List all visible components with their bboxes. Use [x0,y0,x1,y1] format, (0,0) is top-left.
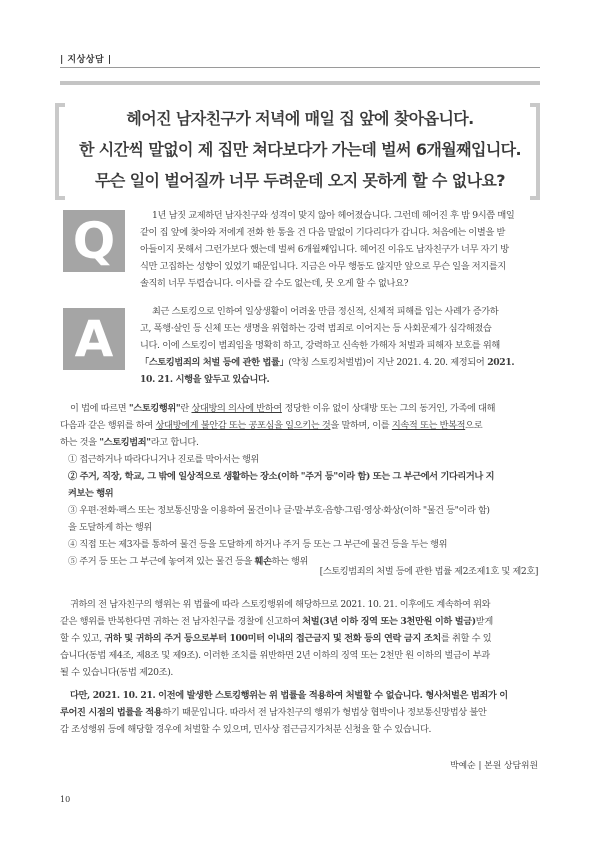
title-bracket-right [530,103,540,200]
question-icon: Q [63,210,125,272]
title-bracket-left [55,103,65,200]
question-line: 솔직히 너무 두렵습니다. 이사를 갈 수도 없는데, 못 오게 할 수 없나요? [140,278,409,289]
answer-date: 2021. [484,357,515,368]
header-divider [60,67,540,68]
title-line-3: 무슨 일이 벌어질까 너무 두려운데 오지 못하게 할 수 없나요? [95,171,505,190]
text: 을 말하며, 이를 [330,420,392,431]
note-line: 감 조성행위 등에 해당할 경우에 처벌할 수 있으며, 민사상 접근금지가처분 신청을 할 수 있습니다. [60,724,432,735]
author-credit: 박예순 | 본원 상담위원 [450,761,538,771]
penalty-paragraph [60,596,538,681]
text: 으로 [465,420,483,431]
term-stalking-crime: "스토킹범죄" [99,437,151,448]
penalty-line [60,613,538,630]
question-line: 식만 고집하는 성향이 있었기 때문입니다. 지금은 아무 행동도 않지만 앞으로 무슨 일을 저지를지 [140,261,506,272]
answer-line: 10. 21. 시행을 앞두고 있습니다. [140,374,270,385]
stalking-acts-list [60,451,540,570]
text: ⑤ 주거 등 또는 그 부근에 놓여져 있는 물건 등을 [68,556,255,567]
answer-line: 고, 폭행·살인 등 신체 또는 생명을 위협하는 강력 범죄로 이어지는 등 사회문제가 심각해졌습 [140,323,492,334]
question-line: 1년 남짓 교제하던 남자친구와 성격이 맞지 않아 헤어졌습니다. 그런데 헤어진 후 밤 9시쯤 매일 [152,210,515,221]
bold-text: 처벌(3년 이하 징역 또는 3천만원 이하 벌금) [302,616,476,627]
answer-line: 최근 스토킹으로 인하여 일상생활이 어려울 만큼 정신적, 신체적 피해를 입는 사례가 증가하 [152,306,499,317]
text: 라고 합니다. [150,437,199,448]
law-paragraph [60,400,538,451]
penalty-line: 귀하의 전 남자친구의 행위는 위 법률에 따라 스토킹행위에 해당하므로 2021. 10. 21. 이후에도 계속하여 위와 [70,599,491,610]
note-line: 다만, 2021. 10. 21. 이전에 발생한 스토킹행위는 위 법률을 적용하여 처벌할 수 없습니다. 형사처벌은 범죄가 이 [70,690,508,701]
answer-icon: A [63,308,125,370]
section-label: | 지상상담 | [60,55,112,65]
text: 이 법에 따르면 [70,403,129,414]
list-item: ② 주거, 직장, 학교, 그 밖에 일상적으로 생활하는 장소(이하 "주거 등"이라 함) 또는 그 부근에서 기다리거나 지 [68,471,495,482]
text: 란 [180,403,192,414]
answer-text [140,303,538,388]
underlined-text: 상대방의 의사에 반하여 [191,403,282,414]
penalty-line: 습니다(동법 제4조, 제8조 및 제9조). 이러한 조치를 위반하면 2년 이하의 징역 또는 2천만 원 이하의 벌금이 부과 [60,650,490,661]
text: 하기 때문입니다. 따라서 전 남자친구의 행위가 형법상 협박이나 정보통신망법상 불안 [162,707,487,718]
term-stalking-act: "스토킹행위" [128,403,181,414]
text: 할 수 있고, [60,633,105,644]
bold-text: 루어진 시점의 법률을 적용 [60,707,163,718]
list-item: ③ 우편·전화·팩스 또는 정보통신망을 이용하여 물건이나 글·말·부호·음향·그림·영상·화상(이하 "물건 등"이라 함) [68,505,490,516]
text: 같은 행위를 반복한다면 귀하는 전 남자친구를 경찰에 신고하여 [60,616,303,627]
text: 를 취할 수 있 [440,633,492,644]
answer-line: 니다. 이에 스토킹이 범죄임을 명확히 하고, 강력하고 신속한 가해자 처벌과 피해자 보호를 위해 [140,340,500,351]
header-divider-thick [60,81,540,85]
penalty-line [60,630,538,647]
list-item-continued: 을 도달하게 하는 행위 [68,522,152,533]
list-item-continued: 켜보는 행위 [68,488,114,499]
page-title [72,103,528,196]
text: 다음과 같은 행위를 하여 [60,420,156,431]
underlined-text: 상대방에게 불안감 또는 공포심을 일으키는 것 [155,420,331,431]
text: 하는 것을 [60,437,100,448]
law-line [60,400,538,417]
text: 정당한 이유 없이 상대방 또는 그의 동거인, 가족에 대해 [281,403,496,414]
question-line: 아들이지 못해서 그런가보다 했는데 벌써 6개월째입니다. 헤어진 이유도 남자친구가 너무 자기 방 [140,244,509,255]
title-line-2: 한 시간씩 말없이 제 집만 쳐다보다가 가는데 벌써 6개월째입니다. [78,140,522,159]
note-line [60,704,538,721]
question-line: 같이 집 앞에 찾아와 저에게 전화 한 통을 건 다음 말없이 기다리다가 갑니다. 처음에는 이별을 받 [140,227,506,238]
list-item: ④ 직접 또는 제3자를 통하여 물건 등을 도달하게 하거나 주거 등 또는 그 부근에 물건 등을 두는 행위 [68,539,448,550]
answer-line [140,354,538,371]
underlined-text: 지속적 또는 반복적 [391,420,466,431]
text: 받게 [475,616,493,627]
list-item: ① 접근하거나 따라다니거나 진로를 막아서는 행위 [68,454,259,465]
title-line-1: 헤어진 남자친구가 저녁에 매일 집 앞에 찾아옵니다. [126,109,474,128]
question-text [140,207,538,292]
answer-line-text: (약칭 스토킹처벌법)이 지난 2021. 4. 20. 제정되어 [288,357,485,368]
bold-text: 귀하 및 귀하의 주거 등으로부터 100미터 이내의 접근금지 및 전화 등의 연락 금지 조치 [104,633,441,644]
law-reference: [스토킹범죄의 처벌 등에 관한 법률 제2조제1호 및 제2호] [319,566,538,577]
law-line [60,417,538,434]
bold-text: 훼손 [254,556,272,567]
penalty-line: 될 수 있습니다(동법 제20조). [60,667,173,678]
law-name: 「스토킹범죄의 처벌 등에 관한 법률」 [140,357,289,368]
page-number: 10 [60,795,71,804]
note-paragraph [60,687,538,738]
text: 하는 행위 [271,556,308,567]
law-line [60,434,538,451]
